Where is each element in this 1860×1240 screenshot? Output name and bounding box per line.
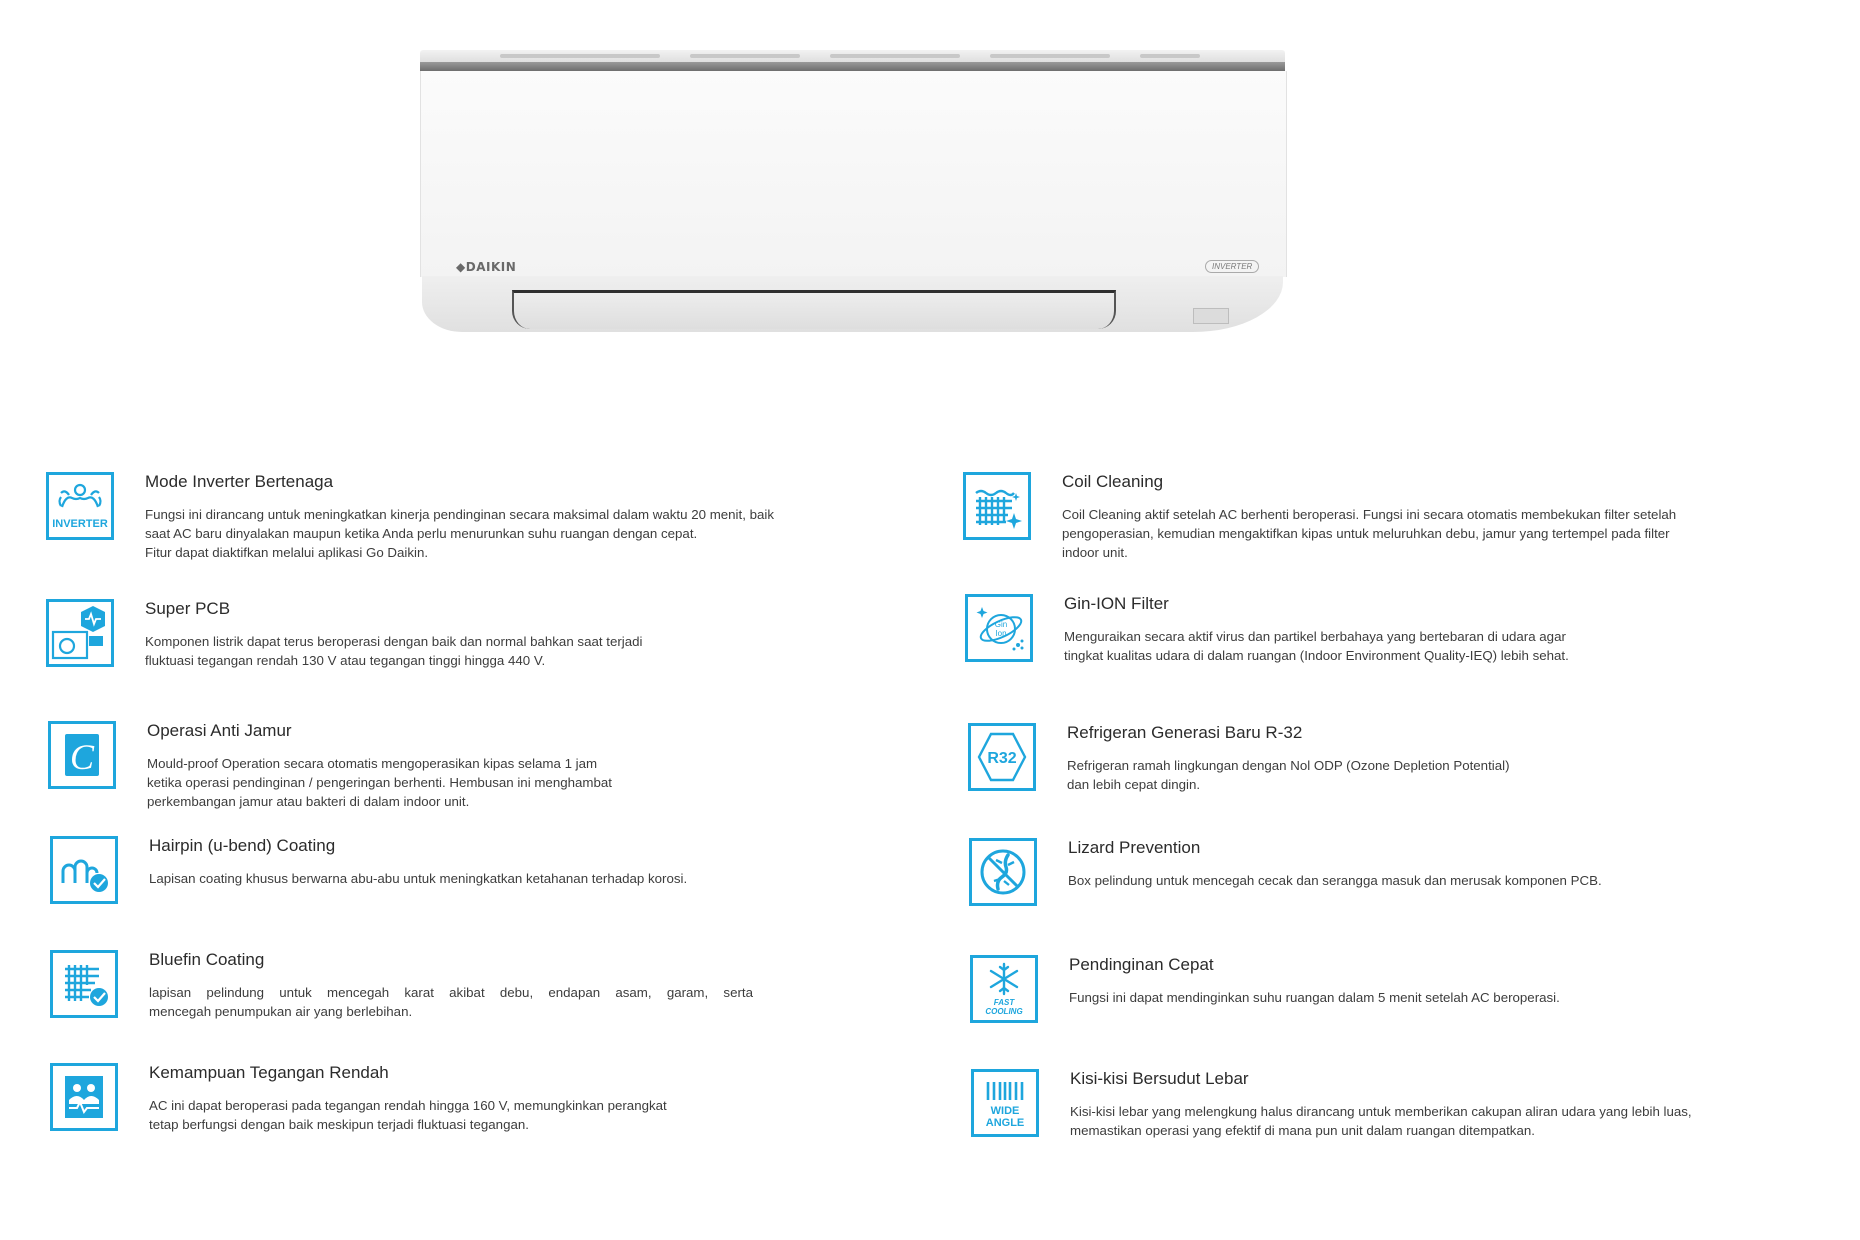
svg-text:COOLING: COOLING xyxy=(985,1007,1023,1016)
feature-description: Coil Cleaning aktif setelah AC berhenti beroperasi. Fungsi ini secara otomatis membekukan filter setelah pengoperasian, kemudian mengaktifkan kipas untuk meluruhkan debu, jamur yang tertempel pada filter indoor unit. xyxy=(1062,507,1677,560)
feature-bluefin-coating xyxy=(50,950,910,1060)
svg-text:FAST: FAST xyxy=(993,998,1015,1007)
ac-louver-flap xyxy=(512,290,1116,329)
ac-front-panel xyxy=(420,71,1287,277)
feature-title: Bluefin Coating xyxy=(149,950,265,969)
svg-text:INVERTER: INVERTER xyxy=(52,518,108,530)
feature-description: Menguraikan secara aktif virus dan partikel berbahaya yang bertebaran di udara agar tingkat kualitas udara di dalam ruangan (Indoor Environment Quality-IEQ) lebih sehat. xyxy=(1064,629,1569,663)
svg-text:ANGLE: ANGLE xyxy=(985,1117,1025,1129)
r32-refrigerant-icon xyxy=(968,723,1036,791)
gin-ion-filter-icon xyxy=(965,594,1033,662)
feature-title: Gin-ION Filter xyxy=(1064,594,1169,613)
feature-title: Lizard Prevention xyxy=(1068,838,1201,857)
feature-description: Mould-proof Operation secara otomatis mengoperasikan kipas selama 1 jam ketika operasi pendinginan / pengeringan berhenti. Hembusan ini menghambat perkembangan jamur atau bakteri di dalam indoor unit. xyxy=(147,756,612,809)
feature-title: Super PCB xyxy=(145,599,231,618)
feature-gin-ion-filter xyxy=(965,594,1825,704)
feature-r32-refrigerant xyxy=(968,723,1828,833)
super-pcb-icon xyxy=(46,599,114,667)
low-voltage-icon xyxy=(50,1063,118,1131)
feature-title: Operasi Anti Jamur xyxy=(147,721,292,740)
ac-display-window xyxy=(1193,308,1229,324)
feature-wide-angle xyxy=(971,1069,1831,1179)
feature-description: Fungsi ini dapat mendinginkan suhu ruangan dalam 5 menit setelah AC beroperasi. xyxy=(1069,990,1560,1005)
wide-angle-icon xyxy=(971,1069,1039,1137)
feature-title: Mode Inverter Bertenaga xyxy=(145,472,334,491)
svg-text:C: C xyxy=(69,737,95,777)
feature-description: Komponen listrik dapat terus beroperasi dengan baik dan normal bahkan saat terjadi fluktuasi tegangan rendah 130 V atau tegangan tinggi hingga 440 V. xyxy=(145,634,643,668)
feature-anti-jamur xyxy=(48,721,908,831)
feature-description: Kisi-kisi lebar yang melengkung halus dirancang untuk memberikan cakupan aliran udara yang lebih luas, memastikan operasi yang efektif di mana pun unit dalam ruangan ditempatkan. xyxy=(1070,1104,1692,1138)
feature-description: AC ini dapat beroperasi pada tegangan rendah hingga 160 V, memungkinkan perangkat tetap berfungsi dengan baik meskipun terjadi fluktuasi tegangan. xyxy=(149,1098,667,1132)
feature-hairpin-coating xyxy=(50,836,910,946)
feature-title: Coil Cleaning xyxy=(1062,472,1164,491)
feature-description: Lapisan coating khusus berwarna abu-abu untuk meningkatkan ketahanan terhadap korosi. xyxy=(149,871,688,886)
feature-description: Refrigeran ramah lingkungan dengan Nol ODP (Ozone Depletion Potential) dan lebih cepat dingin. xyxy=(1067,758,1510,792)
fast-cooling-icon xyxy=(970,955,1038,1023)
svg-text:Gin: Gin xyxy=(994,620,1008,629)
bluefin-coating-icon xyxy=(50,950,118,1018)
inverter-power-icon xyxy=(46,472,114,540)
inverter-badge: INVERTER xyxy=(1205,260,1259,273)
feature-low-voltage xyxy=(50,1063,910,1173)
feature-super-pcb xyxy=(46,599,906,709)
svg-text:R32: R32 xyxy=(987,750,1017,767)
feature-description: lapisan pelindung untuk mencegah karat akibat debu, endapan asam, garam, serta mencegah penumpukan air yang berlebihan. xyxy=(149,985,753,1019)
feature-title: Kisi-kisi Bersudut Lebar xyxy=(1070,1069,1249,1088)
ac-trim-band xyxy=(420,62,1285,71)
svg-text:WIDE: WIDE xyxy=(990,1105,1020,1117)
feature-mode-inverter xyxy=(46,472,906,582)
feature-title: Pendinginan Cepat xyxy=(1069,955,1214,974)
feature-description: Box pelindung untuk mencegah cecak dan serangga masuk dan merusak komponen PCB. xyxy=(1068,873,1602,888)
air-conditioner-image xyxy=(420,50,1285,340)
svg-text:Ion: Ion xyxy=(995,629,1007,638)
feature-fast-cooling xyxy=(970,955,1830,1065)
feature-description: Fungsi ini dirancang untuk meningkatkan kinerja pendinginan secara maksimal dalam waktu 20 menit, baik saat AC baru dinyalakan maupun ketika Anda perlu menurunkan suhu ruangan dengan cepat. Fitur dapat diaktifkan melalui aplikasi Go Daikin. xyxy=(145,507,774,560)
feature-title: Kemampuan Tegangan Rendah xyxy=(149,1063,389,1082)
anti-mould-icon xyxy=(48,721,116,789)
hairpin-coating-icon xyxy=(50,836,118,904)
feature-title: Hairpin (u-bend) Coating xyxy=(149,836,336,855)
feature-coil-cleaning xyxy=(963,472,1823,582)
feature-title: Refrigeran Generasi Baru R-32 xyxy=(1067,723,1303,742)
coil-cleaning-icon xyxy=(963,472,1031,540)
lizard-prevention-icon xyxy=(969,838,1037,906)
daikin-logo: ◆DAIKIN xyxy=(456,260,517,274)
feature-lizard-prevention xyxy=(969,838,1829,948)
